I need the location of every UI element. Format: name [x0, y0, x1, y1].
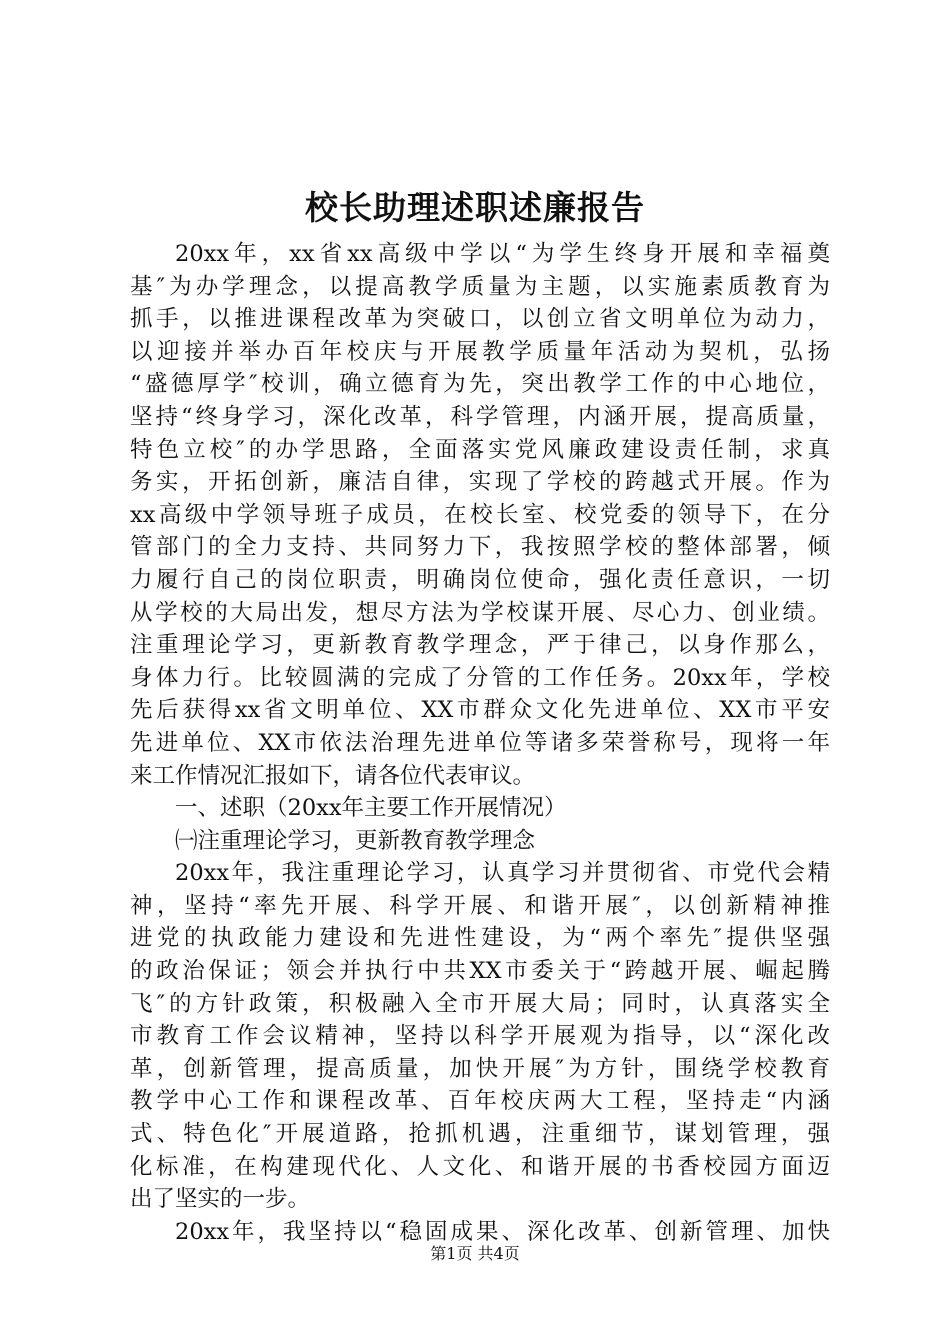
text-line: 务实，开拓创新，廉洁自律，实现了学校的跨越式开展。作为 [130, 469, 830, 496]
text-line: 注重理论学习，更新教育教学理念，严于律己，以身作那么， [130, 632, 830, 659]
text-line: 市教育工作会议精神，坚持以科学开展观为指导，以“深化改 [130, 1023, 830, 1050]
text-line: 力履行自己的岗位职责，明确岗位使命，强化责任意识，一切 [130, 566, 830, 593]
text-line: 身体力行。比较圆满的完成了分管的工作任务。20xx年，学校 [130, 664, 830, 691]
document-body [130, 238, 830, 1248]
text-line: 坚持“终身学习，深化改革，科学管理，内涵开展，提高质量， [130, 403, 830, 430]
text-line: 管部门的全力支持、共同努力下，我按照学校的整体部署，倾 [130, 534, 830, 561]
page-footer: 第1页 共4页 [430, 1244, 520, 1263]
text-line: 革，创新管理，提高质量，加快开展″为方针，围绕学校教育 [130, 1055, 830, 1082]
text-line: 飞″的方针政策，积极融入全市开展大局；同时，认真落实全 [130, 990, 830, 1017]
text-line: 先后获得xx省文明单位、XX市群众文化先进单位、XX市平安 [130, 697, 830, 724]
subsection-heading: ㈠注重理论学习，更新教育教学理念 [175, 827, 536, 854]
text-line: 抓手，以推进课程改革为突破口，以创立省文明单位为动力， [130, 306, 830, 333]
text-line: 20xx年，xx省xx高级中学以“为学生终身开展和幸福奠 [175, 241, 830, 267]
text-line: 20xx年，我注重理论学习，认真学习并贯彻省、市党代会精 [175, 860, 830, 887]
text-line: 基″为办学理念，以提高教学质量为主题，以实施素质教育为 [130, 273, 830, 300]
text-line: “盛德厚学″校训，确立德育为先，突出教学工作的中心地位， [130, 371, 830, 398]
text-line: 进党的执政能力建设和先进性建设，为“两个率先″提供坚强 [130, 925, 830, 952]
section-heading: 一、述职（20xx年主要工作开展情况） [175, 795, 567, 822]
document-title: 校长助理述职述廉报告 [305, 188, 645, 227]
text-line: 化标准，在构建现代化、人文化、和谐开展的书香校园方面迈 [130, 1153, 830, 1180]
text-line: xx高级中学领导班子成员，在校长室、校党委的领导下，在分 [130, 501, 830, 528]
text-line: 的政治保证；领会并执行中共XX市委关于“跨越开展、崛起腾 [130, 958, 830, 985]
text-line: 20xx年，我坚持以“稳固成果、深化改革、创新管理、加快 [175, 1218, 830, 1245]
text-line: 教学中心工作和课程改革、百年校庆两大工程，坚持走“内涵 [130, 1088, 830, 1115]
text-line: 式、特色化″开展道路，抢抓机遇，注重细节，谋划管理，强 [130, 1121, 830, 1148]
text-line: 特色立校″的办学思路，全面落实党风廉政建设责任制，求真 [130, 436, 830, 463]
text-line: 出了坚实的一步。 [130, 1186, 311, 1213]
text-line: 神，坚持“率先开展、科学开展、和谐开展″，以创新精神推 [130, 892, 830, 919]
text-line: 来工作情况汇报如下，请各位代表审议。 [130, 762, 536, 789]
text-line: 以迎接并举办百年校庆与开展教学质量年活动为契机，弘扬 [130, 338, 830, 365]
text-line: 先进单位、XX市依法治理先进单位等诸多荣誉称号，现将一年 [130, 729, 830, 756]
text-line: 从学校的大局出发，想尽方法为学校谋开展、尽心力、创业绩。 [130, 599, 830, 626]
